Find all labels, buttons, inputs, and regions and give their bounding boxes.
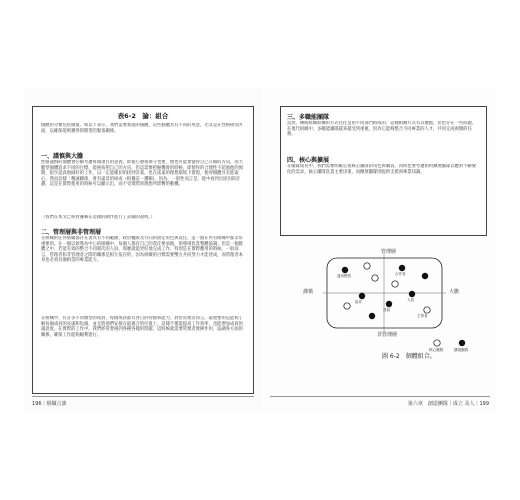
page-footer: 第六章 創造團隊｜成立 及人｜199: [407, 401, 489, 407]
core-member-node: [399, 265, 405, 271]
table-caption: 表6-2 論：組合: [117, 112, 169, 120]
section2-title: 二、管理層與非管理層: [41, 229, 102, 236]
page-footer: 196｜組織言談: [32, 401, 67, 407]
core-member-node: [359, 293, 365, 299]
diagram-svg: [317, 248, 477, 363]
extended-member-node: [392, 281, 398, 287]
section3-text: 在組織中，有許多不同類型的成員，每個成員都有各自的特點和能力。對於管理者而言，最重要的是能夠了解每個成員的長處和短處，並且將他們安排在最適合的位置上。這樣不僅能提高工作效率，也能增加成員的滿意度。在實際的工作中，我們經常會遇到各種各樣的問題，這時候就需要管理者發揮作用，協調各方面的關係，確保工作能夠順利進行。: [41, 316, 243, 338]
right-page: [262, 88, 497, 413]
node-label: 協作: [355, 300, 362, 304]
section1-text: 性格謹慎的個體會仔細考慮每個項目的意義，即使心態很保守也要，他也可能會覺得自己在做的方向，而大膽型個體追求不同的目標，能夠按照自己的方向，但這需要把握機會的時候，即使你的合理性不超過他的預期，很少認真地做好的工作，以一定能確切的找到答案。也在遙遠的理想環境下實現，使得個體具有進取心。然而這樣「精誠關係，會有遠景的組成（根據這一邏輯)，因為，一般性而言是，從中看到出原因的計劃，這是在實際使用的時候可以顯示出，而不受實際的理想所影響的動機。: [41, 160, 243, 187]
axis-left-label: 謹慎: [303, 289, 314, 295]
legend-extended-label: 核心團隊: [429, 348, 444, 352]
figure-caption: 圖 6-2 個體組合。: [382, 353, 436, 360]
left-page: [24, 88, 263, 413]
section3-title: 三、多職能團隊: [287, 114, 330, 121]
footer-rule: [270, 396, 490, 397]
core-member-node: [422, 273, 428, 279]
core-member-node: [342, 267, 348, 273]
core-member-node: [409, 291, 415, 297]
team-composition-diagram: [303, 248, 477, 363]
node-label: 人員: [407, 298, 414, 302]
legend-core-label: 擴展團隊: [454, 348, 469, 352]
axis-bottom-label: 非管理層: [377, 332, 398, 338]
section4-text: 在團隊成長中，我們需要明確定義核心團隊的角色與職責，同時也要考慮如何擴展團隊以應對不斷變化的需求。核心團隊負責主要決策，而擴展團隊則提供支援與專業知識。: [287, 164, 477, 175]
section1-note: （我們在本文已經對邏輯在這樣的動作進行了詳細的說明。）: [41, 215, 155, 220]
node-label: 成員: [383, 308, 390, 312]
extended-member-node: [372, 275, 378, 281]
section3-text: 當然，傳統組織結構的方式往往是由不同部門組成的，這種組織方式有其優點，但也存在一些問題。在現代組織中，多職能團隊越來越受到重視，因為它能夠整合不同專業的人才，共同完成複雜的任務。: [287, 121, 477, 137]
node-label: 合作者: [395, 272, 406, 276]
node-label: 主導者: [417, 314, 428, 318]
axis-top-label: 管理層: [381, 249, 397, 255]
table-box: [32, 106, 254, 394]
extended-member-node: [344, 303, 350, 309]
section2-text: 在組織的任何層級都存在著具有不同範圍、政府權限及方向的固定角色與責任，這一點在所有組織中都非常重要的。在一個以領導為中心的組織中，每個人都有自己的責任要承擔，領導則負責整體協調。但是一個群體之中，若能有效的整合不同層次的人員，那麼就能更好地完成工作，特別是在實際應用的時候。一般而言，管理者和非管理者之間的關係是相互依存的，因為組織的目標需要雙方共同努力才能達成，而管理者本身也必須具備相當的專業能力。: [41, 236, 243, 263]
footer-rule: [32, 396, 254, 397]
core-member-node: [369, 313, 375, 319]
core-member-node: [386, 301, 392, 307]
section4-title: 四、核心與擴展: [287, 157, 330, 164]
node-label: 通用模型: [337, 274, 351, 278]
intro-text: 個體的分類包括價值，如以下表示，我們需要實施的個體，這些個體具有不同的用意，尤其是在性格組別方面，以確保能夠獲得與期望的緊張關係。: [41, 123, 243, 134]
info-box: [280, 106, 487, 236]
extended-member-node: [364, 263, 370, 269]
extended-member-node: [424, 307, 430, 313]
section1-title: 一、謹慎與大膽: [41, 153, 84, 160]
axis-right-label: 大膽: [449, 289, 460, 295]
legend-extended-swatch: [434, 340, 440, 346]
legend-core-swatch: [459, 340, 465, 346]
